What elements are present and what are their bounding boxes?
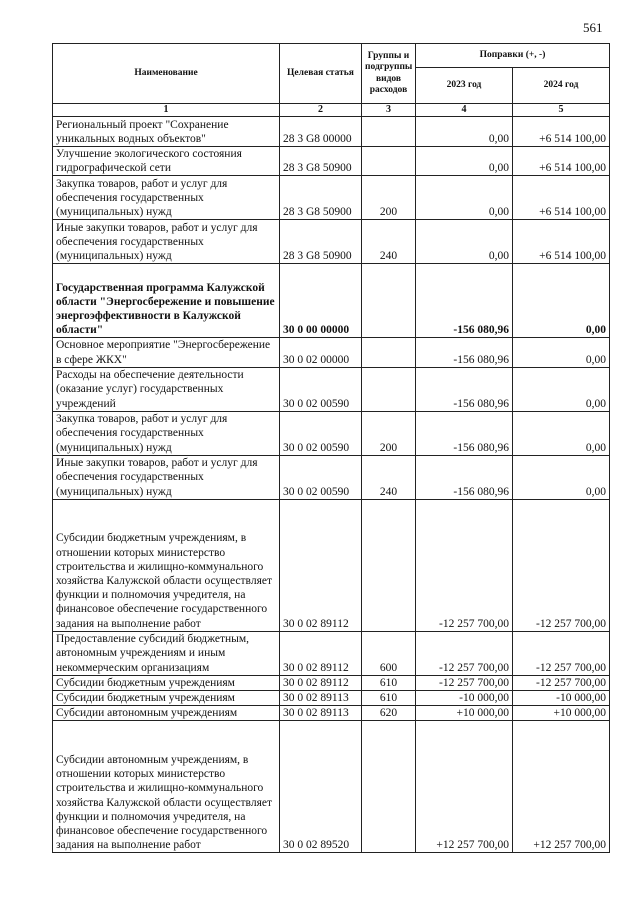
column-number: 1 [53, 104, 280, 117]
table-row [53, 147, 610, 176]
row-amount-2024: -12 257 700,00 [513, 499, 610, 631]
row-name: Закупка товаров, работ и услуг для обеспечения государственных (муниципальных) нужд [53, 176, 280, 220]
row-name: Иные закупки товаров, работ и услуг для обеспечения государственных (муниципальных) нужд [53, 220, 280, 264]
row-amount-2024: 0,00 [513, 455, 610, 499]
row-amount-2023: 0,00 [416, 117, 513, 147]
row-amount-2024: 0,00 [513, 264, 610, 338]
table-row [53, 220, 610, 264]
header-year-2024: 2024 год [513, 68, 610, 104]
page-number: 561 [583, 20, 603, 35]
row-name: Предоставление субсидий бюджетным, автономным учреждениям и иным некоммерческим организациям [53, 631, 280, 675]
row-name: Расходы на обеспечение деятельности (оказание услуг) государственных учреждений [53, 367, 280, 411]
row-expense-group [362, 338, 416, 367]
row-expense-group [362, 721, 416, 853]
row-target-code: 30 0 00 00000 [280, 264, 362, 338]
header-year-2023: 2023 год [416, 68, 513, 104]
row-amount-2023: 0,00 [416, 176, 513, 220]
row-amount-2024: 0,00 [513, 338, 610, 367]
table-row [53, 411, 610, 455]
row-amount-2023: -12 257 700,00 [416, 675, 513, 690]
row-amount-2023: 0,00 [416, 220, 513, 264]
table-row [53, 117, 610, 147]
header-group: Группы и подгруппы видов расходов [362, 44, 416, 104]
row-name: Субсидии автономным учреждениям [53, 706, 280, 721]
row-expense-group: 200 [362, 411, 416, 455]
column-number: 2 [280, 104, 362, 117]
table-row [53, 264, 610, 338]
column-number: 5 [513, 104, 610, 117]
row-target-code: 30 0 02 00000 [280, 338, 362, 367]
row-expense-group: 200 [362, 176, 416, 220]
table-row [53, 706, 610, 721]
table-row [53, 721, 610, 853]
row-expense-group [362, 147, 416, 176]
row-amount-2023: +10 000,00 [416, 706, 513, 721]
row-target-code: 30 0 02 89112 [280, 631, 362, 675]
column-number: 3 [362, 104, 416, 117]
row-name: Закупка товаров, работ и услуг для обеспечения государственных (муниципальных) нужд [53, 411, 280, 455]
row-name: Улучшение экологического состояния гидрографической сети [53, 147, 280, 176]
table-row [53, 499, 610, 631]
row-expense-group: 600 [362, 631, 416, 675]
row-target-code: 28 3 G8 50900 [280, 176, 362, 220]
header-amendments: Поправки (+, -) [416, 44, 610, 68]
row-target-code: 30 0 02 00590 [280, 411, 362, 455]
table-row [53, 691, 610, 706]
row-amount-2023: +12 257 700,00 [416, 721, 513, 853]
row-name: Субсидии бюджетным учреждениям [53, 675, 280, 690]
row-expense-group: 610 [362, 691, 416, 706]
table-row [53, 367, 610, 411]
row-amount-2024: +6 514 100,00 [513, 117, 610, 147]
row-target-code: 28 3 G8 50900 [280, 220, 362, 264]
row-name: Региональный проект "Сохранение уникальных водных объектов" [53, 117, 280, 147]
row-amount-2024: +6 514 100,00 [513, 220, 610, 264]
row-target-code: 30 0 02 89113 [280, 706, 362, 721]
row-target-code: 30 0 02 00590 [280, 455, 362, 499]
row-expense-group: 240 [362, 220, 416, 264]
row-amount-2023: -156 080,96 [416, 264, 513, 338]
row-name: Субсидии автономным учреждениям, в отношении которых министерство строительства и жилищно-коммунального хозяйства Калужской области осуществляет функции и полномочия учредителя, на финансовое обеспечение государственного задания на выполнение работ [53, 721, 280, 853]
row-target-code: 30 0 02 89112 [280, 499, 362, 631]
row-amount-2024: -12 257 700,00 [513, 631, 610, 675]
row-amount-2024: -12 257 700,00 [513, 675, 610, 690]
row-name: Государственная программа Калужской области "Энергосбережение и повышение энергоэффективности в Калужской области" [53, 264, 280, 338]
table-row [53, 338, 610, 367]
row-expense-group [362, 499, 416, 631]
row-target-code: 30 0 02 89113 [280, 691, 362, 706]
row-amount-2023: -156 080,96 [416, 411, 513, 455]
row-amount-2024: +6 514 100,00 [513, 147, 610, 176]
header-name: Наименование [53, 44, 280, 104]
row-amount-2023: -10 000,00 [416, 691, 513, 706]
row-target-code: 30 0 02 89520 [280, 721, 362, 853]
row-amount-2023: -12 257 700,00 [416, 499, 513, 631]
row-name: Основное мероприятие "Энергосбережение в сфере ЖКХ" [53, 338, 280, 367]
row-amount-2024: 0,00 [513, 411, 610, 455]
budget-amendments-table [52, 43, 610, 853]
row-name: Субсидии бюджетным учреждениям, в отношении которых министерство строительства и жилищно-коммунального хозяйства Калужской области осуществляет функции и полномочия учредителя, на финансовое обеспечение государственного задания на выполнение работ [53, 499, 280, 631]
row-expense-group [362, 367, 416, 411]
column-number: 4 [416, 104, 513, 117]
row-amount-2024: -10 000,00 [513, 691, 610, 706]
row-expense-group: 240 [362, 455, 416, 499]
row-amount-2023: -156 080,96 [416, 338, 513, 367]
row-amount-2023: 0,00 [416, 147, 513, 176]
row-name: Иные закупки товаров, работ и услуг для обеспечения государственных (муниципальных) нужд [53, 455, 280, 499]
row-target-code: 30 0 02 00590 [280, 367, 362, 411]
row-name: Субсидии бюджетным учреждениям [53, 691, 280, 706]
table-row [53, 631, 610, 675]
row-target-code: 28 3 G8 50900 [280, 147, 362, 176]
row-amount-2023: -156 080,96 [416, 455, 513, 499]
row-amount-2024: +6 514 100,00 [513, 176, 610, 220]
row-expense-group: 610 [362, 675, 416, 690]
table-row [53, 176, 610, 220]
row-expense-group [362, 117, 416, 147]
header-code: Целевая статья [280, 44, 362, 104]
row-amount-2024: +10 000,00 [513, 706, 610, 721]
row-target-code: 30 0 02 89112 [280, 675, 362, 690]
table-row [53, 455, 610, 499]
row-expense-group: 620 [362, 706, 416, 721]
table-body [53, 117, 610, 853]
table-row [53, 675, 610, 690]
row-target-code: 28 3 G8 00000 [280, 117, 362, 147]
row-amount-2024: +12 257 700,00 [513, 721, 610, 853]
row-amount-2024: 0,00 [513, 367, 610, 411]
row-amount-2023: -156 080,96 [416, 367, 513, 411]
row-amount-2023: -12 257 700,00 [416, 631, 513, 675]
row-expense-group [362, 264, 416, 338]
